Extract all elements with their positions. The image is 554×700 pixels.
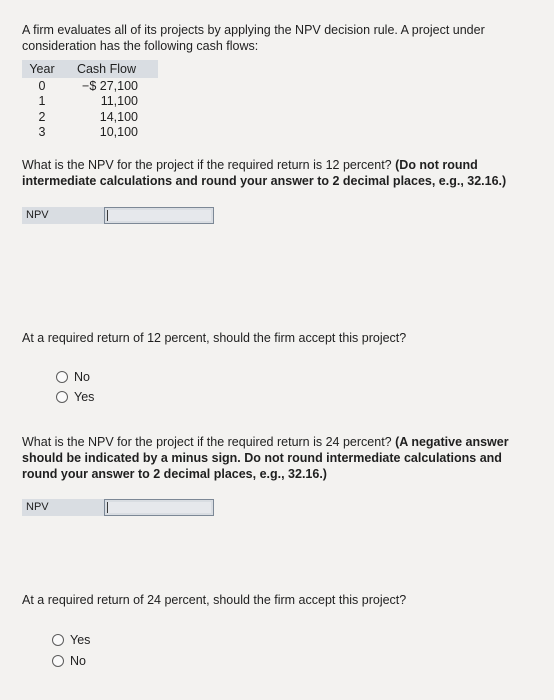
cash-flow-cell: −$ 27,100 bbox=[82, 78, 138, 93]
npv-24-input[interactable] bbox=[104, 499, 214, 516]
table-row bbox=[22, 125, 158, 141]
npv-24-input-field[interactable] bbox=[107, 502, 211, 513]
npv-12-input-field[interactable] bbox=[107, 210, 211, 221]
question-instruction: (A negative answer should be indicated by a minus sign. Do not round intermediate calculations and round your answer to 2 decimal places, e.g., 32.16.) bbox=[22, 435, 509, 481]
radio-accept-24-yes[interactable] bbox=[52, 633, 90, 647]
npv-24-row bbox=[22, 499, 214, 516]
question-npv-24 bbox=[22, 434, 534, 482]
radio-label: No bbox=[74, 370, 90, 384]
table-row bbox=[22, 94, 158, 110]
radio-circle-icon[interactable] bbox=[56, 371, 68, 383]
problem-intro: A firm evaluates all of its projects by applying the NPV decision rule. A project under consideration has the following cash flows: bbox=[22, 23, 485, 53]
year-cell: 0 bbox=[38, 78, 46, 93]
npv-label: NPV bbox=[22, 499, 104, 516]
radio-circle-icon[interactable] bbox=[52, 655, 64, 667]
radio-accept-12-yes[interactable] bbox=[56, 390, 94, 404]
npv-12-input[interactable] bbox=[104, 207, 214, 224]
question-text: What is the NPV for the project if the required return is 12 percent? bbox=[22, 158, 392, 172]
radio-circle-icon[interactable] bbox=[52, 634, 64, 646]
radio-label: Yes bbox=[70, 633, 91, 647]
cash-flow-cell: 14,100 bbox=[99, 109, 138, 124]
question-text: What is the NPV for the project if the required return is 24 percent? bbox=[22, 435, 392, 449]
radio-accept-24-no[interactable] bbox=[52, 654, 86, 668]
cash-flow-cell: 11,100 bbox=[100, 94, 138, 109]
cash-flow-table bbox=[22, 60, 158, 140]
radio-label: Yes bbox=[74, 390, 95, 404]
table-header bbox=[22, 60, 158, 78]
question-instruction: (Do not round intermediate calculations and round your answer to 2 decimal places, e.g., 32.16.) bbox=[22, 158, 507, 188]
table-row bbox=[22, 109, 158, 125]
radio-circle-icon[interactable] bbox=[56, 391, 68, 403]
radio-label: No bbox=[70, 654, 86, 668]
question-accept-12: At a required return of 12 percent, should the firm accept this project? bbox=[22, 331, 407, 345]
year-cell: 1 bbox=[38, 94, 46, 109]
question-npv-12 bbox=[22, 157, 534, 189]
question-accept-24: At a required return of 24 percent, should the firm accept this project? bbox=[22, 593, 407, 607]
header-year: Year bbox=[29, 62, 55, 76]
year-cell: 2 bbox=[38, 109, 46, 124]
header-cash-flow: Cash Flow bbox=[76, 62, 136, 76]
year-cell: 3 bbox=[38, 125, 46, 140]
npv-12-row bbox=[22, 207, 214, 224]
radio-accept-12-no[interactable] bbox=[56, 370, 90, 384]
npv-label: NPV bbox=[22, 207, 104, 224]
cash-flow-cell: 10,100 bbox=[99, 125, 138, 140]
table-row bbox=[22, 78, 158, 94]
